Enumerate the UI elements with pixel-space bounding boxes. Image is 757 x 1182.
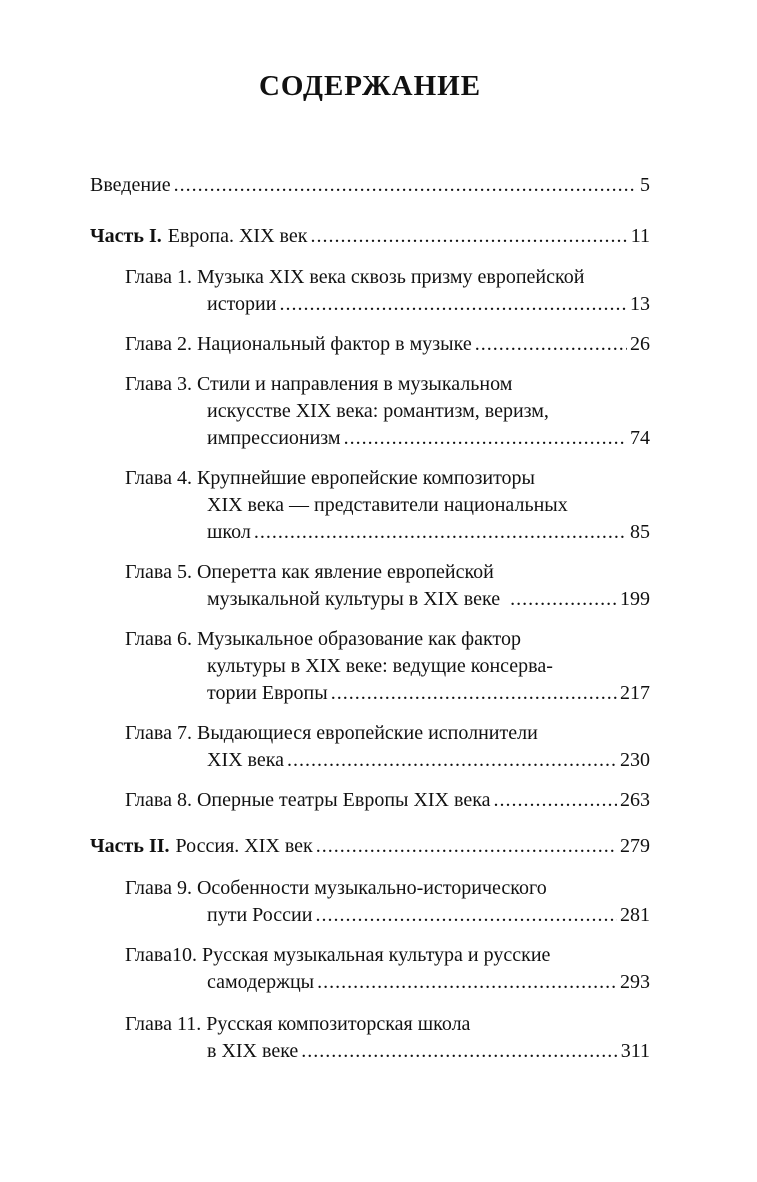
page-number: 279 bbox=[620, 835, 650, 857]
page-number: 281 bbox=[620, 904, 650, 926]
page-number: 5 bbox=[640, 174, 650, 196]
entry-label: школ bbox=[207, 521, 251, 543]
dot-leader bbox=[279, 291, 627, 317]
entry-last-line bbox=[207, 586, 650, 612]
entry-line: Глава 9. Особенности музыкально-исторического bbox=[125, 877, 547, 899]
entry-label: Европа. XIX век bbox=[167, 225, 308, 247]
entry-line: культуры в XIX веке: ведущие консерва- bbox=[207, 655, 553, 677]
entry-label: Глава 2. Национальный фактор в музыке bbox=[125, 333, 472, 355]
page-number: 199 bbox=[620, 588, 650, 610]
dot-leader bbox=[317, 969, 617, 995]
dot-leader bbox=[316, 833, 617, 859]
dot-leader bbox=[287, 747, 617, 773]
dot-leader bbox=[510, 586, 617, 612]
entry-line: Глава 6. Музыкальное образование как фактор bbox=[125, 628, 521, 650]
entry-label: тории Европы bbox=[207, 682, 328, 704]
page-number: 217 bbox=[620, 682, 650, 704]
entry-line: Глава 5. Оперетта как явление европейской bbox=[125, 561, 494, 583]
entry-label: Россия. XIX век bbox=[175, 835, 313, 857]
part-prefix: Часть I. bbox=[90, 225, 162, 247]
page-number: 263 bbox=[620, 789, 650, 811]
dot-leader bbox=[344, 425, 627, 451]
entry-label: истории bbox=[207, 293, 277, 315]
dot-leader bbox=[315, 902, 617, 928]
entry-last-line bbox=[207, 1038, 650, 1064]
entry-line: Глава 11. Русская композиторская школа bbox=[125, 1013, 471, 1035]
page-number: 11 bbox=[630, 225, 650, 247]
page-number: 311 bbox=[620, 1040, 650, 1062]
dot-leader bbox=[174, 172, 637, 198]
toc-entry-part-1[interactable] bbox=[90, 223, 650, 249]
entry-label: в XIX веке bbox=[207, 1040, 299, 1062]
page-title: СОДЕРЖАНИЕ bbox=[258, 70, 482, 102]
dot-leader bbox=[475, 331, 627, 357]
page-number: 74 bbox=[630, 427, 650, 449]
page-number: 230 bbox=[620, 749, 650, 771]
entry-last-line bbox=[207, 291, 650, 317]
page-number: 293 bbox=[620, 971, 650, 993]
toc-entry-chapter-2[interactable] bbox=[125, 331, 650, 357]
part-prefix: Часть II. bbox=[90, 835, 170, 857]
entry-label: импрессионизм bbox=[207, 427, 341, 449]
entry-line: Глава 4. Крупнейшие европейские композиторы bbox=[125, 467, 535, 489]
entry-line: XIX века — представители национальных bbox=[207, 494, 568, 516]
toc-entry-intro[interactable] bbox=[90, 172, 650, 198]
entry-label: XIX века bbox=[207, 749, 285, 771]
entry-line: Глава10. Русская музыкальная культура и русские bbox=[125, 944, 551, 966]
entry-label: Глава 8. Оперные театры Европы XIX века bbox=[125, 789, 491, 811]
entry-label: самодержцы bbox=[207, 971, 315, 993]
entry-last-line bbox=[207, 902, 650, 928]
page-number: 26 bbox=[630, 333, 650, 355]
entry-last-line bbox=[207, 680, 650, 706]
dot-leader bbox=[301, 1038, 617, 1064]
entry-line: Глава 7. Выдающиеся европейские исполнители bbox=[125, 722, 538, 744]
entry-line: Глава 3. Стили и направления в музыкальном bbox=[125, 373, 513, 395]
toc-entry-part-2[interactable] bbox=[90, 833, 650, 859]
entry-line: Глава 1. Музыка XIX века сквозь призму европейской bbox=[125, 266, 585, 288]
entry-last-line bbox=[207, 747, 650, 773]
dot-leader bbox=[331, 680, 617, 706]
dot-leader bbox=[310, 223, 627, 249]
dot-leader bbox=[494, 787, 618, 813]
entry-label: Введение bbox=[90, 174, 171, 196]
entry-last-line bbox=[207, 519, 650, 545]
page-number: 13 bbox=[630, 293, 650, 315]
page-number: 85 bbox=[630, 521, 650, 543]
dot-leader bbox=[254, 519, 627, 545]
entry-label: музыкальной культуры в XIX веке bbox=[207, 588, 501, 610]
entry-label: пути России bbox=[207, 904, 313, 926]
entry-line: искусстве XIX века: романтизм, веризм, bbox=[207, 400, 549, 422]
entry-last-line bbox=[207, 969, 650, 995]
entry-last-line bbox=[207, 425, 650, 451]
toc-entry-chapter-8[interactable] bbox=[125, 787, 650, 813]
